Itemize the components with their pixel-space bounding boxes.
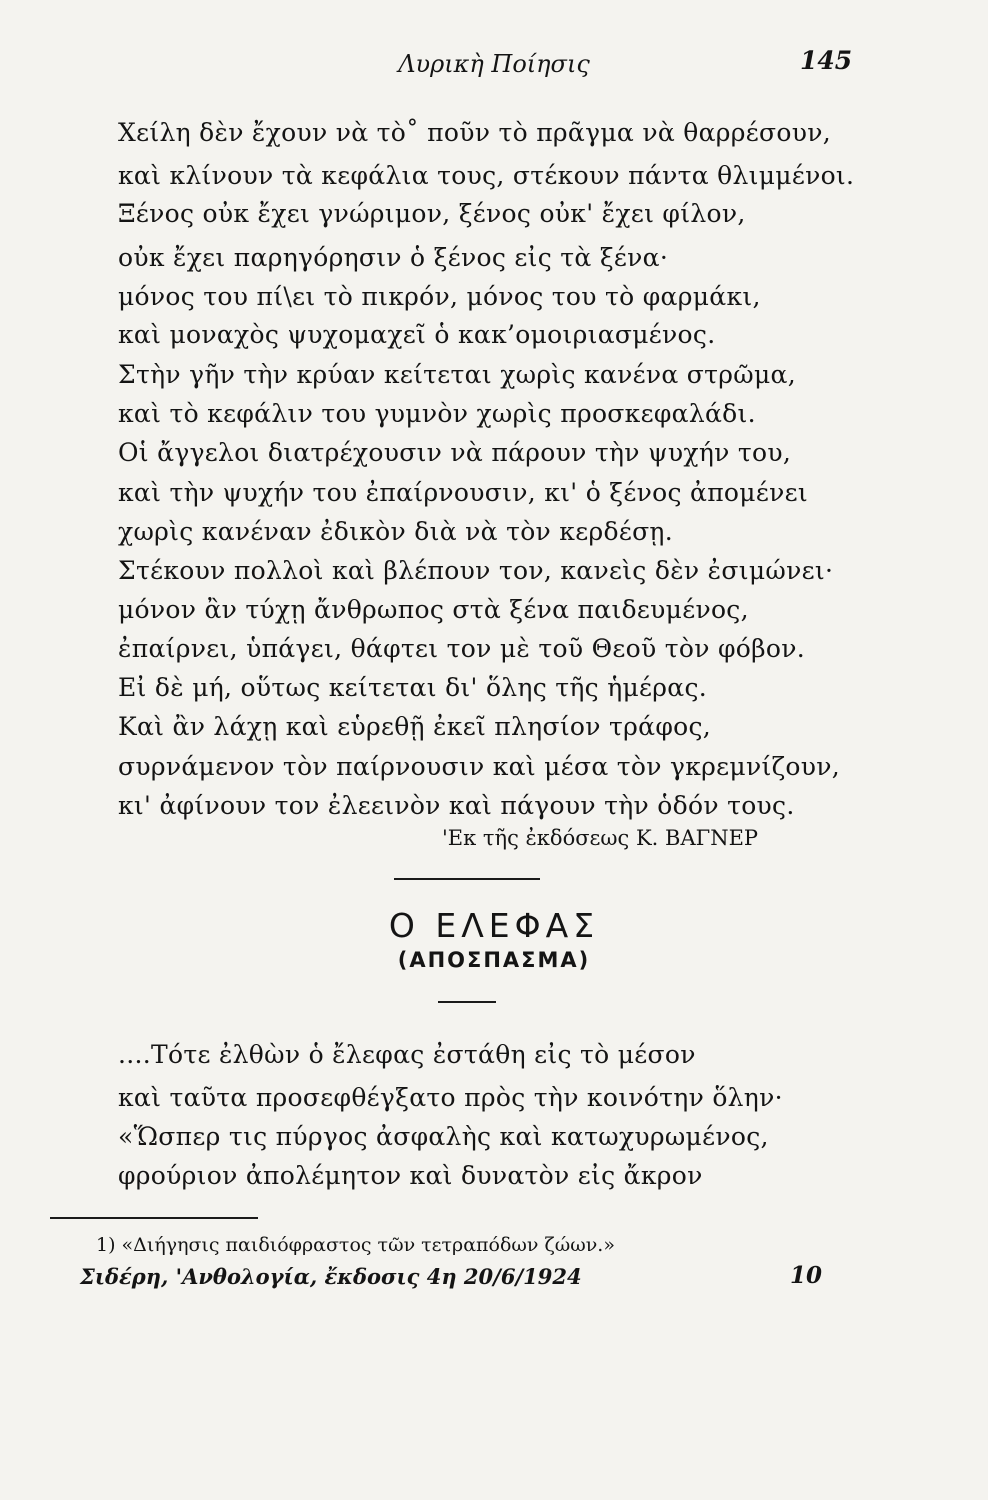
poem-line: καὶ τὴν ψυχήν του ἐπαίρνουσιν, κι' ὁ ξένος ἀπομένει — [118, 478, 808, 507]
section-title: Ο ΕΛΕΦΑΣ — [388, 906, 600, 945]
source-attribution: 'Εκ τῆς ἐκδόσεως Κ. ΒΑΓΝΕΡ — [442, 826, 759, 850]
footnote: 1) «Διήγησις παιδιόφραστος τῶν τετραπόδων ζώων.» — [96, 1234, 615, 1256]
excerpt-line: καὶ ταῦτα προσεφθέγξατο πρὸς τὴν κοινότην ὅλην· — [118, 1083, 783, 1112]
running-header-title: Λυρικὴ Ποίησις — [398, 50, 590, 78]
poem-line: Ξένος οὐκ ἔχει γνώριμον, ξένος οὐκ' ἔχει φίλον, — [118, 199, 746, 228]
poem-line: κι' ἀφίνουν τον ἐλεεινὸν καὶ πάγουν τὴν ὁδόν τους. — [118, 791, 795, 820]
poem-line: οὐκ ἔχει παρηγόρησιν ὁ ξένος εἰς τὰ ξένα· — [118, 243, 669, 272]
poem-line: Καὶ ἂν λάχῃ καὶ εὑρεθῇ ἐκεῖ πλησίον τράφος, — [118, 712, 712, 741]
excerpt-line: «Ὥσπερ τις πύργος ἀσφαλὴς καὶ κατωχυρωμένος, — [118, 1122, 769, 1151]
poem-line: μόνον ἂν τύχῃ ἄνθρωπος στὰ ξένα παιδευμένος, — [118, 595, 749, 624]
footer-signature: Σιδέρη, 'Ανθολογία, ἔκδοσις 4η 20/6/1924 — [80, 1264, 582, 1289]
section-divider-top — [394, 878, 540, 880]
footnote-rule — [50, 1217, 258, 1219]
section-subtitle: (ΑΠΟΣΠΑΣΜΑ) — [397, 948, 591, 972]
excerpt-line: ....Τότε ἐλθὼν ὁ ἔλεφας ἐστάθη εἰς τὸ μέσον — [118, 1040, 696, 1069]
signature-number: 10 — [790, 1262, 823, 1289]
poem-line: καὶ κλίνουν τὰ κεφάλια τους, στέκουν πάντα θλιμμένοι. — [118, 161, 855, 190]
poem-line: Στέκουν πολλοὶ καὶ βλέπουν τον, κανεὶς δὲν ἐσιμώνει· — [118, 556, 834, 585]
poem-line: καὶ τὸ κεφάλιν του γυμνὸν χωρὶς προσκεφαλάδι. — [118, 399, 756, 428]
poem-line: μόνος του πί\ει τὸ πικρόν, μόνος του τὸ φαρμάκι, — [118, 282, 761, 311]
page-number: 145 — [800, 46, 853, 75]
poem-line: συρνάμενον τὸν παίρνουσιν καὶ μέσα τὸν γκρεμνίζουν, — [118, 752, 841, 781]
poem-line: Οἱ ἄγγελοι διατρέχουσιν νὰ πάρουν τὴν ψυχήν του, — [118, 438, 792, 467]
poem-line: Στὴν γῆν τὴν κρύαν κείτεται χωρὶς κανένα στρῶμα, — [118, 360, 796, 389]
excerpt-line: φρούριον ἀπολέμητον καὶ δυνατὸν εἰς ἄκρον — [118, 1161, 703, 1190]
poem-line: Χείλη δὲν ἔχουν νὰ τὸ˚ ποῦν τὸ πρᾶγμα νὰ θαρρέσουν, — [118, 118, 831, 147]
poem-line: Εἰ δὲ μή, οὕτως κείτεται δι' ὅλης τῆς ἡμέρας. — [118, 673, 708, 702]
poem-line: καὶ μοναχὸς ψυχομαχεῖ ὁ κακ’ομοιριασμένος. — [118, 320, 716, 349]
poem-line: ἐπαίρνει, ὑπάγει, θάφτει τον μὲ τοῦ Θεοῦ τὸν φόβον. — [118, 634, 805, 663]
section-divider-bottom — [438, 1001, 496, 1003]
poem-line: χωρὶς κανέναν ἐδικὸν διὰ νὰ τὸν κερδέσῃ. — [118, 517, 673, 546]
